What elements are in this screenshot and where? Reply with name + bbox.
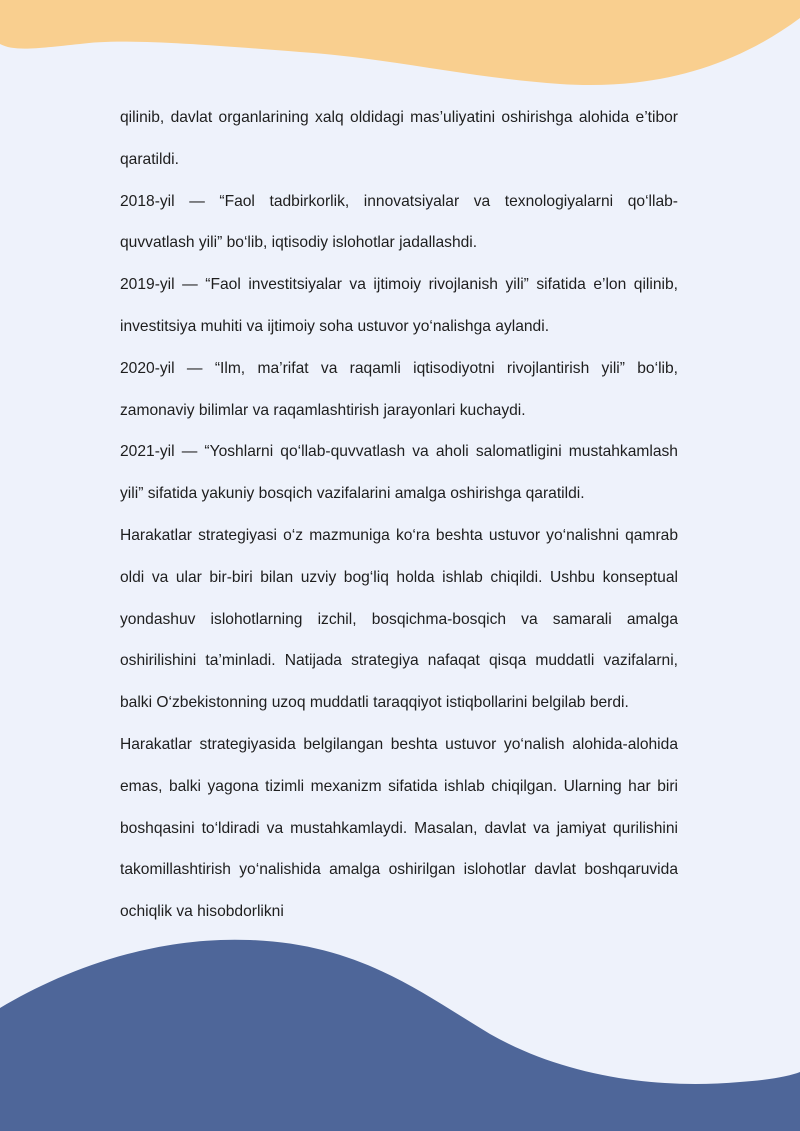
paragraph-2021: 2021-yil — “Yoshlarni qo‘llab-quvvatlash va aholi salomatligini mustahkamlash yili” sifatida yakuniy bosqich vazifalarini amalga oshirishga qaratildi. xyxy=(120,443,678,503)
paragraph-2018: 2018-yil — “Faol tadbirkorlik, innovatsiyalar va texnologiyalarni qo‘llab-quvvatlash yili” bo‘lib, iqtisodiy islohotlar jadallashdi. xyxy=(120,192,678,252)
bottom-blue-wave xyxy=(0,940,800,1131)
paragraph-strategy-directions: Harakatlar strategiyasi o‘z mazmuniga ko‘ra beshta ustuvor yo‘nalishni qamrab oldi va ular bir-biri bilan uzviy bog‘liq holda ishlab chiqildi. Ushbu konseptual yondashuv islohotlarning izchil, bosqichma-bosqich va samarali amalga oshirilishini ta’minladi. Natijada strategiya nafaqat qisqa muddatli vazifalarni, balki O‘zbekistonning uzoq muddatli taraqqiyot istiqbollarini belgilab berdi. xyxy=(120,526,678,712)
paragraph-2019: 2019-yil — “Faol investitsiyalar va ijtimoiy rivojlanish yili” sifatida e’lon qilinib, investitsiya muhiti va ijtimoiy soha ustuvor yo‘nalishga aylandi. xyxy=(120,276,678,335)
paragraph-1: qilinib, davlat organlarining xalq oldidagi mas’uliyatini oshirishga alohida e’tibor qaratildi. xyxy=(120,109,678,168)
paragraph-strategy-mechanism: Harakatlar strategiyasida belgilangan beshta ustuvor yo‘nalish alohida-alohida emas, balki yagona tizimli mexanizm sifatida ishlab chiqilgan. Ularning har biri boshqasini to‘ldiradi va mustahkamlaydi. Masalan, davlat va jamiyat qurilishini takomillashtirish yo‘nalishida amalga oshirilgan islohotlar davlat boshqaruvida ochiqlik va hisobdorlikni xyxy=(120,735,678,921)
top-orange-wave xyxy=(0,0,800,85)
paragraph-2020: 2020-yil — “Ilm, ma’rifat va raqamli iqtisodiyotni rivojlantirish yili” bo‘lib, zamonaviy bilimlar va raqamlashtirish jarayonlari kuchaydi. xyxy=(120,359,678,419)
document-body xyxy=(120,97,678,933)
